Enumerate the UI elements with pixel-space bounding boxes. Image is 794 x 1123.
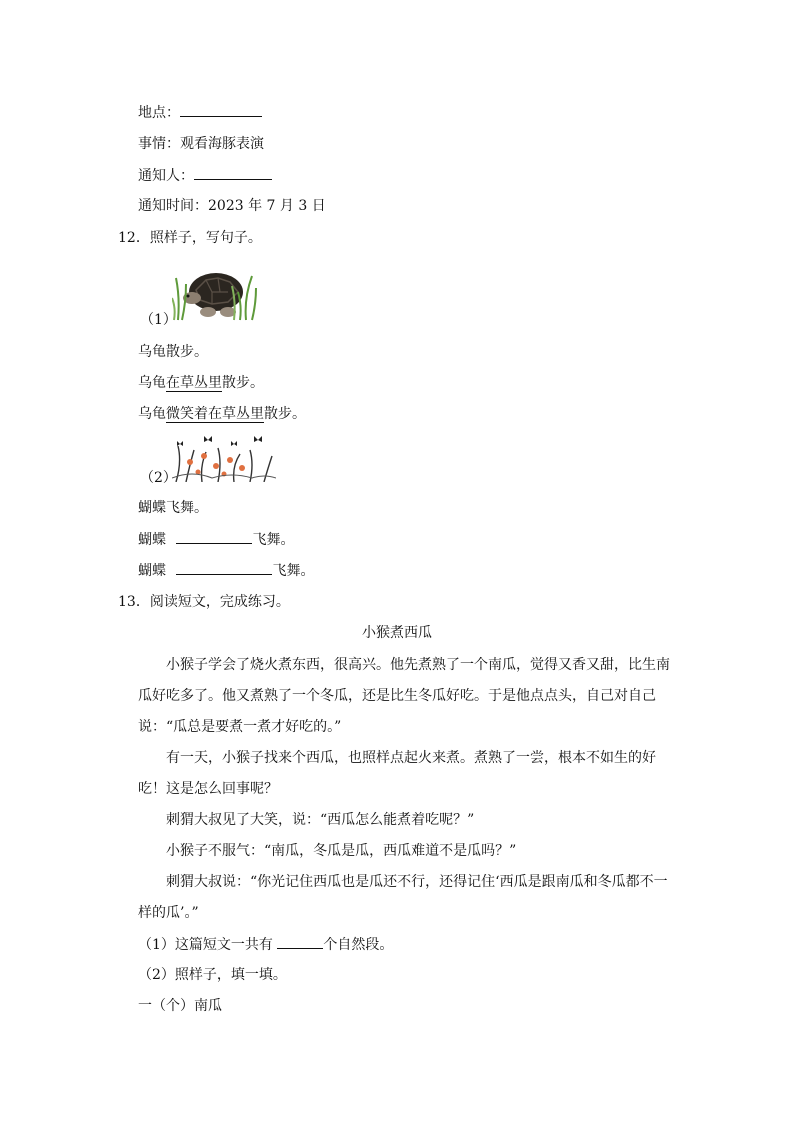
part-1-label: （1） — [140, 312, 177, 328]
place-line — [138, 102, 262, 123]
part-2-sentence-1: 蝴蝶飞舞。 — [138, 500, 208, 516]
notifier-label: 通知人： — [138, 168, 194, 184]
sub-question-1-text: （1）这篇短文一共有 — [138, 937, 278, 953]
place-label: 地点： — [138, 105, 180, 121]
place-blank[interactable] — [180, 102, 262, 117]
notifier-blank[interactable] — [194, 165, 272, 180]
paragraph-count-blank[interactable] — [277, 934, 323, 949]
part-2-sentence-2 — [138, 529, 294, 550]
answer-blank[interactable] — [176, 529, 252, 544]
part-2-label: （2） — [140, 470, 177, 486]
sub-question-2: （2）照样子，填一填。 — [138, 967, 287, 983]
story-paragraph-2: 有一天，小猴子找来个西瓜，也照样点起火来煮。煮熟了一尝，根本不如生的好吃！这是怎么回事呢？ — [138, 750, 656, 797]
event-value: 观看海豚表演 — [180, 136, 264, 152]
sentence-predicate: 散步。 — [222, 375, 264, 391]
sentence-predicate: 飞舞。 — [272, 563, 315, 579]
example-measure-word: 一（个）南瓜 — [138, 998, 222, 1014]
time-value: 2023 年 7 月 3 日 — [208, 198, 326, 214]
tortoise-grass-image — [172, 258, 258, 322]
story-paragraph-1: 小猴子学会了烧火煮东西，很高兴。他先煮熟了一个南瓜，觉得又香又甜，比生南瓜好吃多了。他又煮熟了一个冬瓜，还是比生冬瓜好吃。于是他点点头，自己对自己说：“瓜总是要煮一煮才好吃的。” — [138, 657, 670, 735]
question-13-title: 13．阅读短文，完成练习。 — [118, 594, 290, 610]
butterflies-flowers-image — [172, 432, 276, 482]
underlined-phrase: 在草丛里 — [208, 406, 264, 422]
story-paragraph-4: 小猴子不服气：“南瓜，冬瓜是瓜，西瓜难道不是瓜吗？” — [166, 843, 517, 859]
sentence-subject: 蝴蝶 — [138, 563, 166, 579]
time-line — [138, 196, 326, 216]
underlined-phrase: 微笑着 — [166, 406, 208, 422]
question-12-title: 12．照样子，写句子。 — [118, 230, 262, 246]
underlined-phrase: 在草丛里 — [166, 375, 222, 391]
notifier-line — [138, 165, 272, 186]
sentence-subject: 乌龟 — [138, 406, 166, 422]
part-1-sentence-1: 乌龟散步。 — [138, 344, 208, 360]
story-paragraph-5: 刺猬大叔说：“你光记住西瓜也是瓜还不行，还得记住‘西瓜是跟南瓜和冬瓜都不一样的瓜’。” — [138, 874, 668, 921]
part-1-sentence-3 — [138, 404, 306, 424]
sub-question-1-suffix: 个自然段。 — [323, 937, 394, 953]
event-label: 事情： — [138, 136, 180, 152]
event-line — [138, 134, 264, 154]
story-paragraph-3: 刺猬大叔见了大笑，说：“西瓜怎么能煮着吃呢？” — [166, 812, 475, 828]
sentence-predicate: 飞舞。 — [252, 532, 295, 548]
sub-question-1 — [138, 934, 393, 955]
sentence-subject: 乌龟 — [138, 375, 166, 391]
part-1-sentence-2 — [138, 373, 264, 393]
sentence-predicate: 散步。 — [264, 406, 306, 422]
answer-blank[interactable] — [176, 560, 272, 575]
sentence-subject: 蝴蝶 — [138, 532, 166, 548]
part-2-sentence-3 — [138, 560, 314, 581]
time-label: 通知时间： — [138, 198, 208, 214]
story-title: 小猴煮西瓜 — [362, 625, 432, 641]
